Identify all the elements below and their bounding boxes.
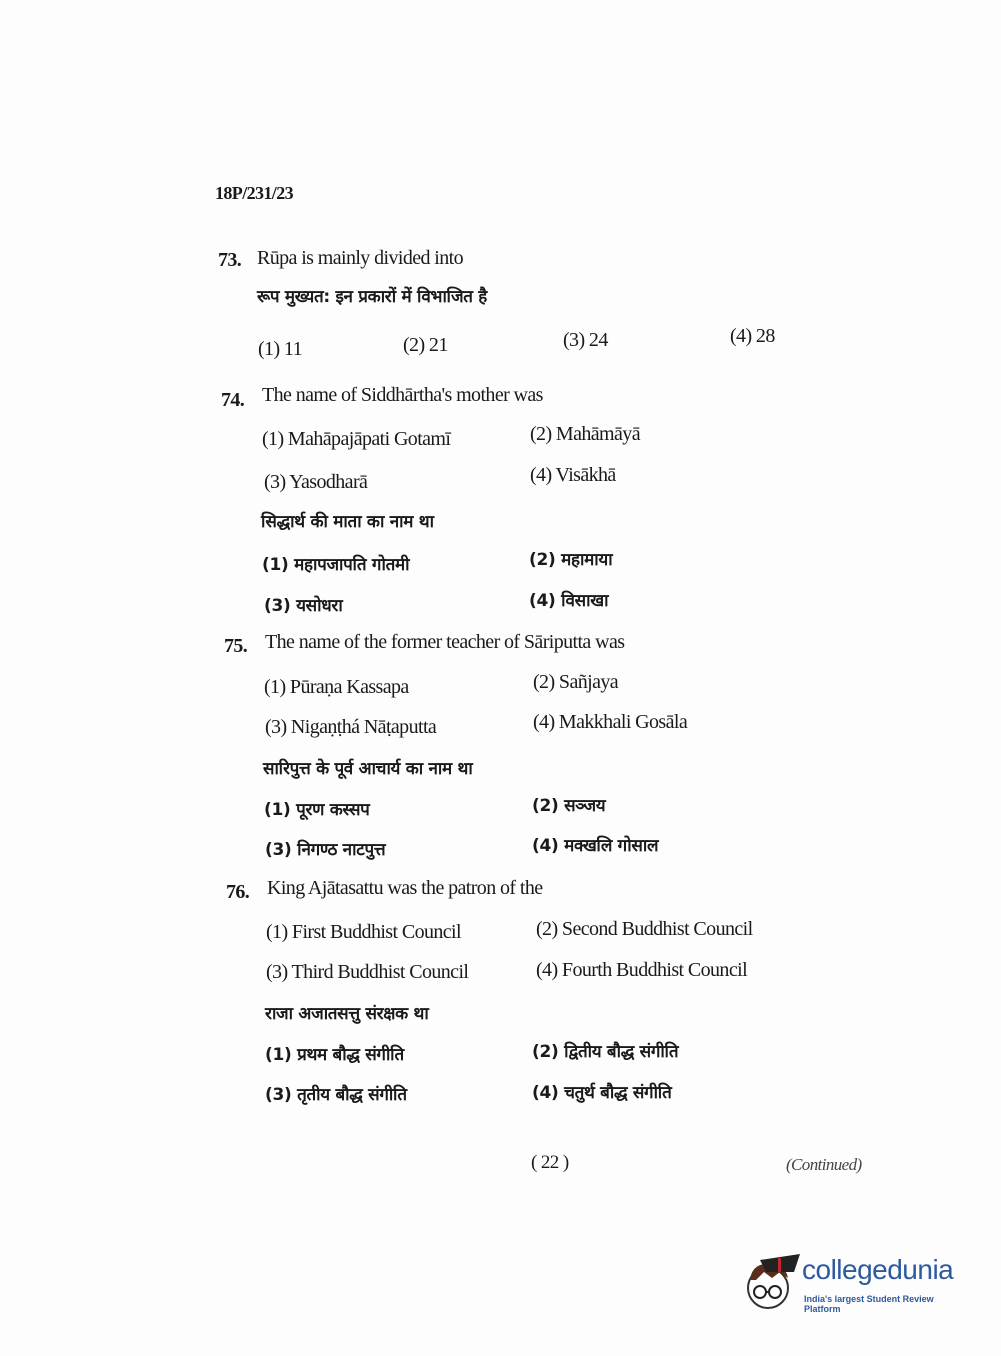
- question-text-hindi: रूप मुख्यत: इन प्रकारों में विभाजित है: [257, 287, 488, 307]
- option-hindi: (2) सञ्जय: [532, 796, 606, 816]
- question-number: 75.: [224, 635, 248, 657]
- option-hindi: (1) पूरण कस्सप: [264, 800, 370, 820]
- question-text: The name of Siddhārtha's mother was: [262, 384, 543, 406]
- option: (1) 11: [258, 338, 302, 360]
- option: (3) Third Buddhist Council: [266, 961, 469, 983]
- question-text-hindi: राजा अजातसत्तु संरक्षक था: [265, 1004, 429, 1024]
- option-hindi: (3) तृतीय बौद्ध संगीति: [265, 1085, 407, 1105]
- question-number: 74.: [221, 389, 245, 411]
- continued-label: (Continued): [786, 1155, 862, 1174]
- option: (1) Mahāpajāpati Gotamī: [262, 428, 451, 450]
- brand-name: collegedunia: [802, 1254, 954, 1285]
- option-hindi: (3) यसोधरा: [264, 596, 343, 616]
- option: (3) Yasodharā: [264, 471, 368, 493]
- option-hindi: (2) महामाया: [529, 550, 613, 570]
- question-number: 76.: [226, 881, 250, 903]
- question-text: King Ajātasattu was the patron of the: [267, 877, 543, 899]
- option: (4) 28: [730, 325, 775, 347]
- option-hindi: (4) चतुर्थ बौद्ध संगीति: [532, 1083, 672, 1103]
- option: (4) Fourth Buddhist Council: [536, 959, 748, 981]
- question-text: The name of the former teacher of Sāriputta was: [265, 631, 625, 653]
- option: (2) Second Buddhist Council: [536, 918, 753, 940]
- page-number: ( 22 ): [531, 1152, 569, 1173]
- question-text: Rūpa is mainly divided into: [257, 247, 464, 269]
- option-hindi: (4) मक्खलि गोसाल: [532, 836, 659, 856]
- option: (2) Sañjaya: [533, 671, 619, 693]
- option-hindi: (1) प्रथम बौद्ध संगीति: [265, 1045, 404, 1065]
- option-hindi: (3) निगण्ठ नाटपुत्त: [265, 840, 386, 860]
- question-text-hindi: सारिपुत्त के पूर्व आचार्य का नाम था: [263, 759, 473, 779]
- collegedunia-logo: [742, 1250, 972, 1320]
- option-hindi: (4) विसाखा: [529, 591, 609, 611]
- option-hindi: (1) महापजापति गोतमी: [262, 555, 410, 575]
- paper-code: 18P/231/23: [215, 183, 293, 203]
- option-hindi: (2) द्वितीय बौद्ध संगीति: [532, 1042, 679, 1062]
- option: (4) Visākhā: [530, 464, 616, 486]
- option: (4) Makkhali Gosāla: [533, 711, 688, 733]
- brand-tagline: India's largest Student Review Platform: [804, 1294, 934, 1314]
- question-text-hindi: सिद्धार्थ की माता का नाम था: [261, 512, 434, 532]
- option: (2) 21: [403, 334, 448, 356]
- option: (1) Pūraṇa Kassapa: [264, 676, 409, 698]
- option: (3) 24: [563, 329, 608, 351]
- option: (2) Mahāmāyā: [530, 423, 640, 445]
- mascot-icon: [742, 1250, 802, 1320]
- question-number: 73.: [218, 249, 242, 271]
- option: (3) Nigaṇṭhá Nāṭaputta: [265, 716, 437, 738]
- option: (1) First Buddhist Council: [266, 921, 461, 943]
